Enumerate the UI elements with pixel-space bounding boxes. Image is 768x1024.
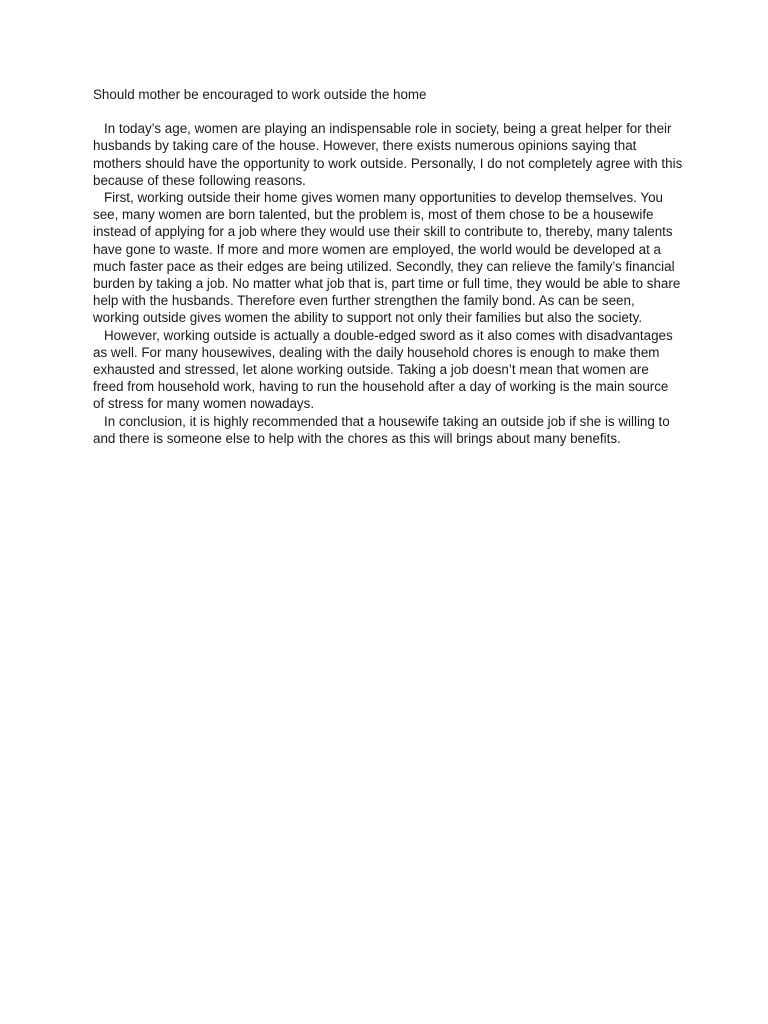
- paragraph-conclusion: In conclusion, it is highly recommended that a housewife taking an outside job if she is willing to and there is someone else to help with the chores as this will brings about many benefits.: [93, 413, 670, 446]
- document-title: Should mother be encouraged to work outside the home: [93, 87, 427, 102]
- paragraph-advantages: First, working outside their home gives women many opportunities to develop themselves. You see, many women are born talented, but the problem is, most of them chose to be a housewife instead of applying for a job where they would use their skill to contribute to, thereby, many talents have gone to waste. If more and more women are employed, the world would be developed at a much faster pace as their edges are being utilized. Secondly, they can relieve the family’s financial burden by taking a job. No matter what job that is, part time or full time, they would be able to share help with the husbands. Therefore even further strengthen the family bond. As can be seen, working outside gives women the ability to support not only their families but also the society.: [93, 190, 681, 326]
- document-body: [93, 86, 683, 447]
- paragraph-introduction: In today’s age, women are playing an indispensable role in society, being a great helper for their husbands by taking care of the house. However, there exists numerous opinions saying that mothers should have the opportunity to work outside. Personally, I do not completely agree with this because of these following reasons.: [93, 121, 683, 188]
- paragraph-disadvantages: However, working outside is actually a double-edged sword as it also comes with disadvantages as well. For many housewives, dealing with the daily household chores is enough to make them exhausted and stressed, let alone working outside. Taking a job doesn’t mean that women are freed from household work, having to run the household after a day of working is the main source of stress for many women nowadays.: [93, 327, 673, 412]
